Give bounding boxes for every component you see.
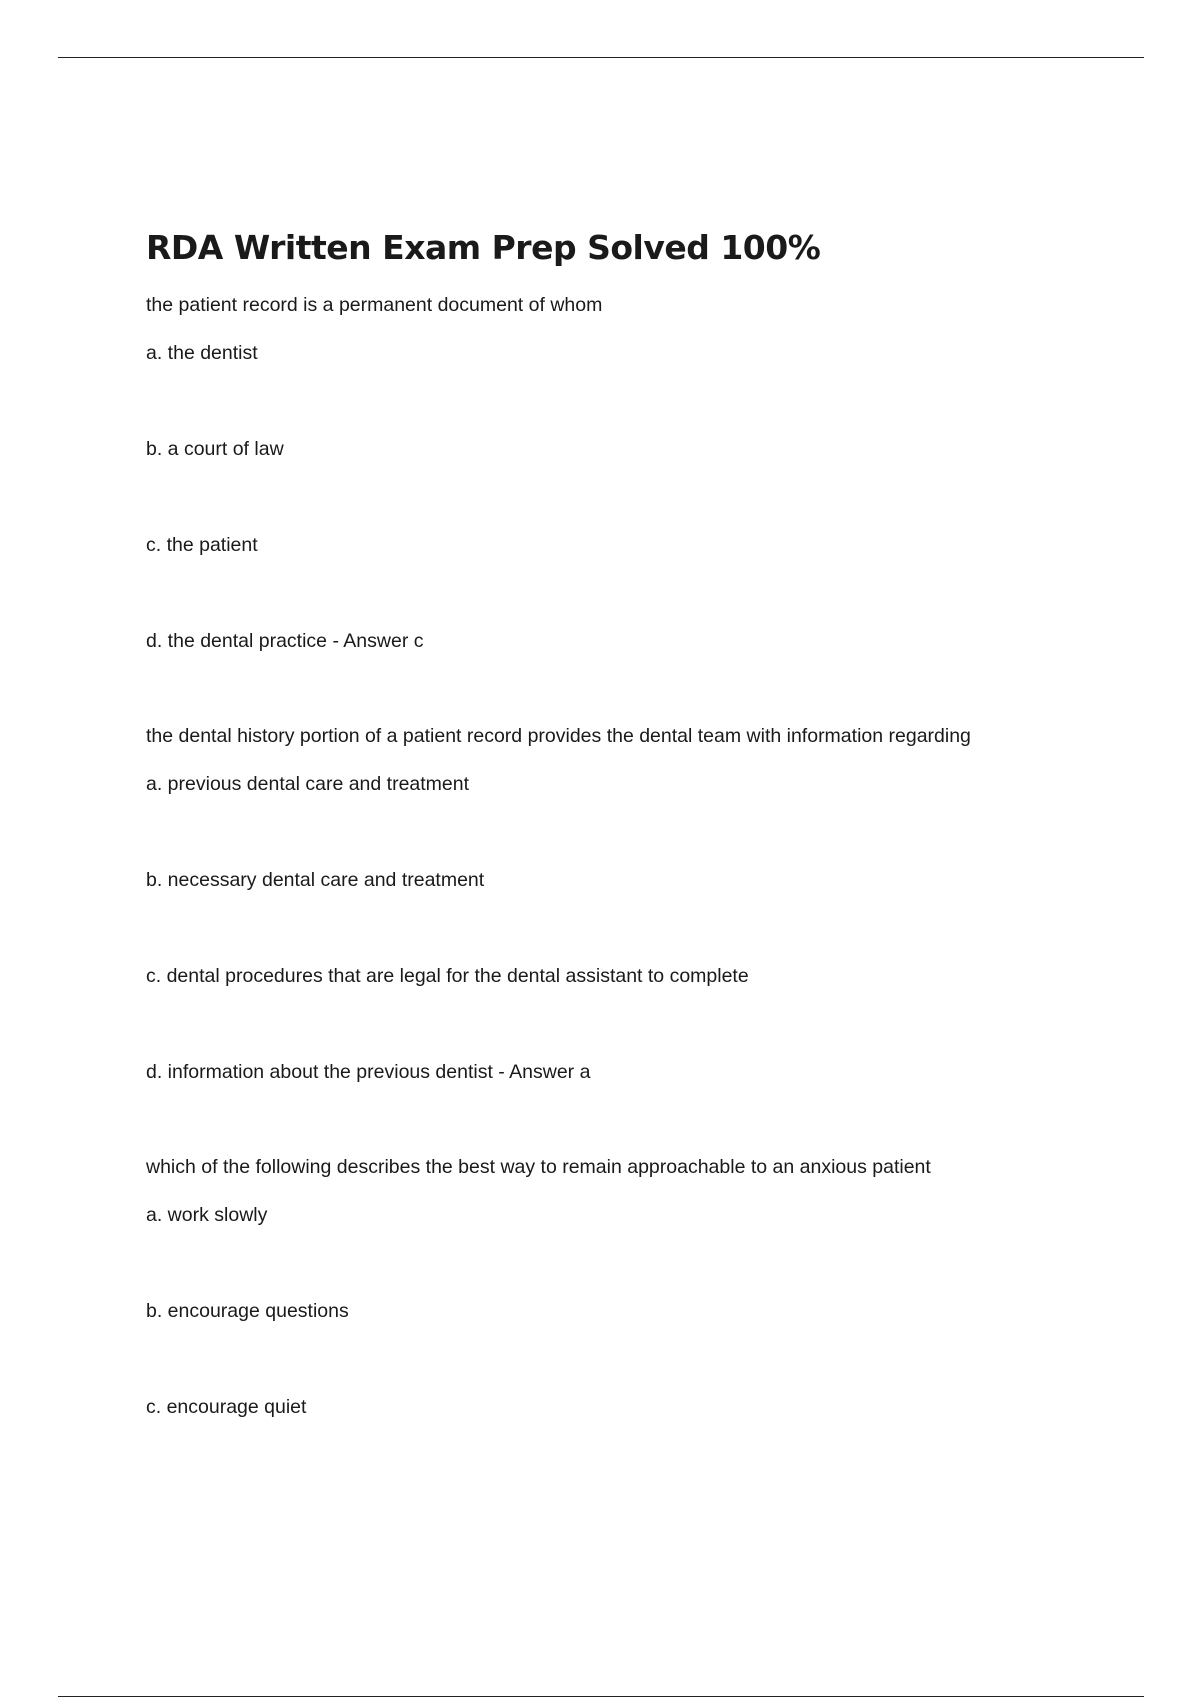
answer-option: b. encourage questions [146,1300,349,1322]
question-block-1 [146,293,1106,653]
footer-rule [58,1696,1144,1697]
answer-option: a. previous dental care and treatment [146,773,470,795]
answer-option: c. dental procedures that are legal for the dental assistant to complete [146,965,749,987]
document-body [146,222,1106,1419]
question-prompt: the dental history portion of a patient record provides the dental team with information regarding [146,725,971,747]
question-block-3 [146,1155,1106,1419]
question-block-2 [146,724,1106,1084]
document-title: RDA Written Exam Prep Solved 100% [146,228,821,267]
question-prompt: which of the following describes the best way to remain approachable to an anxious patient [146,1156,931,1178]
answer-option: b. a court of law [146,438,284,460]
answer-option: c. the patient [146,534,258,556]
answer-option: c. encourage quiet [146,1396,307,1418]
header-rule [58,57,1144,58]
answer-option: d. information about the previous dentist - Answer a [146,1061,591,1083]
answer-option: b. necessary dental care and treatment [146,869,485,891]
answer-option: a. work slowly [146,1204,268,1226]
question-prompt: the patient record is a permanent document of whom [146,294,603,316]
answer-option: d. the dental practice - Answer c [146,630,424,652]
answer-option: a. the dentist [146,342,258,364]
